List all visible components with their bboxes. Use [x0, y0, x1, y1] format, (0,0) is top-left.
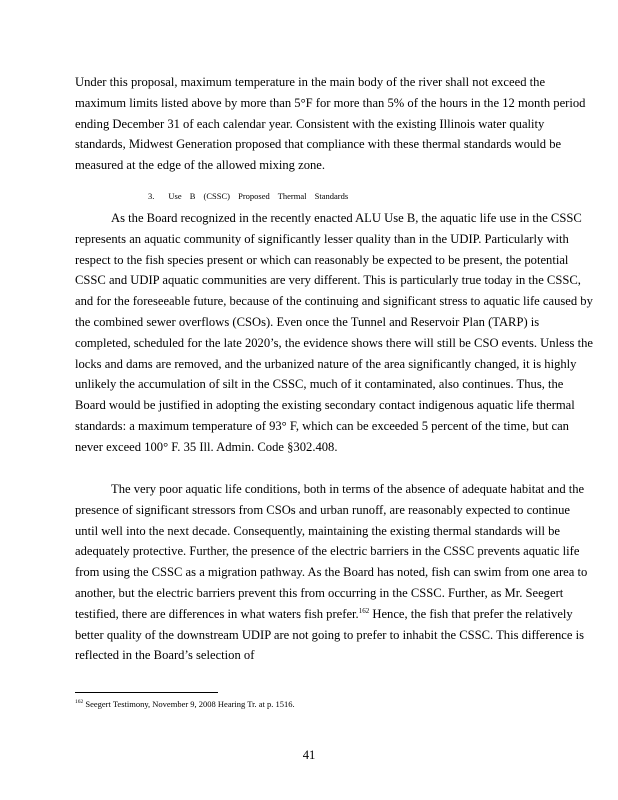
paragraph-aquatic-life-conditions	[75, 479, 595, 666]
paragraph-3-text-start: The very poor aquatic life conditions, both in terms of the absence of adequate habitat and the presence of significant stressors from CSOs and urban runoff, are reasonably expected to continue until well into the next decade. Consequently, maintaining the existing thermal standards will be adequately protective. Further, the presence of the electric barriers in the CSSC prevents aquatic life from using the CSSC as a migration pathway. As the Board has noted, fish can swim from one area to another, but the electric barriers prevent this from occurring in the CSSC. Further, as Mr. Seegert testified, there are differences in what waters fish prefer.	[75, 482, 588, 621]
paragraph-use-b-thermal-standards: As the Board recognized in the recently enacted ALU Use B, the aquatic life use in the CSSC represents an aquatic community of significantly lesser quality than in the UDIP. Particularly with respect to the fish species present or which can reasonably be expected to be present, the potential CSSC and UDIP aquatic communities are very different. This is particularly true today in the CSSC, and for the foreseeable future, because of the continuing and significant stress to aquatic life caused by the combined sewer overflows (CSOs). Even once the Tunnel and Reservoir Plan (TARP) is completed, scheduled for the late 2020’s, the evidence shows there will still be CSO events. Unless the locks and dams are removed, and the urbanized nature of the area significantly changed, it is highly unlikely the accumulation of silt in the CSSC, much of it contaminated, also continues. Thus, the Board would be justified in adopting the existing secondary contact indigenous aquatic life thermal standards: a maximum temperature of 93° F, which can be exceeded 5 percent of the time, but can never exceed 100° F. 35 Ill. Admin. Code §302.408.	[75, 211, 593, 454]
footnote	[75, 698, 595, 710]
page-number: 41	[302, 748, 316, 762]
section-subheading	[148, 190, 362, 202]
subheading-text: Use B (CSSC) Proposed Thermal Standards	[168, 191, 349, 201]
footnote-reference: 162	[358, 606, 370, 615]
subheading-number: 3.	[148, 191, 155, 201]
paragraph-mixing-zone: Under this proposal, maximum temperature in the main body of the river shall not exceed the maximum limits listed above by more than 5°F for more than 5% of the hours in the 12 month period ending December 31 of each calendar year. Consistent with the existing Illinois water quality standards, Midwest Generation proposed that compliance with these thermal standards would be measured at the edge of the allowed mixing zone.	[75, 75, 586, 173]
footnote-number: 162	[75, 699, 84, 706]
footnote-text: Seegert Testimony, November 9, 2008 Hearing Tr. at p. 1516.	[83, 699, 295, 709]
paragraph-3-text-end: Hence, the fish that prefer the relatively better quality of the downstream UDIP are not going to prefer to inhabit the CSSC. This difference is reflected in the Board’s selection of	[75, 606, 585, 663]
footnote-divider	[75, 692, 218, 693]
